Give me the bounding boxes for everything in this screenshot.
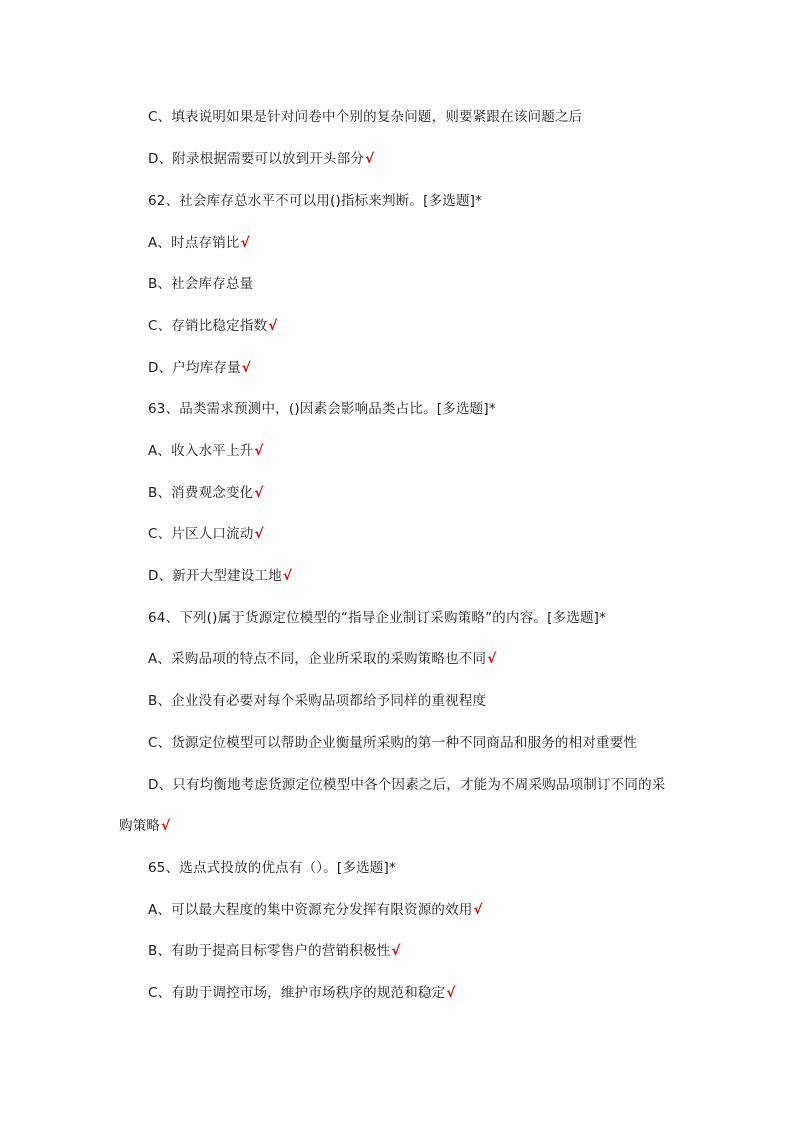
option-line (148, 108, 582, 126)
question-line (148, 192, 482, 210)
option-line (148, 567, 292, 585)
checkmark-icon: √ (391, 943, 401, 959)
option-text: D、新开大型建设工地 (148, 568, 282, 584)
option-text: B、有助于提高目标零售户的营销积极性 (148, 943, 391, 959)
option-line (148, 776, 666, 794)
option-text: A、时点存销比 (148, 235, 240, 251)
option-text: D、只有均衡地考虑货源定位模型中各个因素之后，才能为不周采购品项制订不同的采 (148, 777, 666, 793)
option-text: A、收入水平上升 (148, 443, 254, 459)
option-line (148, 275, 253, 293)
option-line (148, 150, 374, 168)
option-line (148, 442, 264, 460)
question-text: 63、品类需求预测中，()因素会影响品类占比。[多选题]* (148, 401, 496, 417)
option-line (148, 359, 251, 377)
option-line-continuation (119, 817, 170, 835)
option-text: B、社会库存总量 (148, 276, 254, 292)
checkmark-icon: √ (254, 485, 264, 501)
checkmark-icon: √ (254, 526, 264, 542)
checkmark-icon: √ (241, 360, 252, 376)
question-line (148, 859, 396, 877)
option-text: A、可以最大程度的集中资源充分发挥有限资源的效用 (148, 902, 473, 918)
checkmark-icon: √ (487, 651, 497, 667)
option-line (148, 317, 277, 335)
checkmark-icon: √ (365, 151, 375, 167)
option-line (148, 484, 264, 502)
checkmark-icon: √ (446, 985, 456, 1001)
option-line (148, 734, 637, 752)
option-line (148, 650, 496, 668)
option-text: C、存销比稳定指数 (148, 318, 268, 334)
option-line (148, 692, 486, 710)
option-text: 购策略 (119, 818, 161, 834)
checkmark-icon: √ (161, 818, 171, 834)
option-text: C、有助于调控市场，维护市场秩序的规范和稳定 (148, 985, 446, 1001)
option-line (148, 525, 264, 543)
option-line (148, 234, 250, 252)
option-text: D、户均库存量 (148, 360, 241, 376)
question-line (148, 400, 496, 418)
checkmark-icon: √ (268, 318, 278, 334)
checkmark-icon: √ (254, 443, 264, 459)
option-text: D、附录根据需要可以放到开头部分 (148, 151, 365, 167)
question-text: 62、社会库存总水平不可以用()指标来判断。[多选题]* (148, 193, 483, 209)
option-line (148, 901, 483, 919)
question-line (148, 609, 606, 627)
option-text: A、采购品项的特点不同，企业所采取的采购策略也不同 (148, 651, 487, 667)
checkmark-icon: √ (473, 902, 483, 918)
option-text: B、消费观念变化 (148, 485, 254, 501)
option-text: B、企业没有必要对每个采购品项都给予同样的重视程度 (148, 693, 487, 709)
option-text: C、货源定位模型可以帮助企业衡量所采购的第一种不同商品和服务的相对重要性 (148, 735, 638, 751)
option-text: C、填表说明如果是针对问卷中个别的复杂问题，则要紧跟在该问题之后 (148, 109, 583, 125)
question-text: 64、下列()属于货源定位模型的“指导企业制订采购策略”的内容。[多选题]* (148, 610, 607, 626)
option-text: C、片区人口流动 (148, 526, 254, 542)
checkmark-icon: √ (240, 235, 250, 251)
question-text: 65、选点式投放的优点有（）。[多选题]* (148, 860, 396, 876)
option-line (148, 942, 401, 960)
option-line (148, 984, 456, 1002)
checkmark-icon: √ (282, 568, 293, 584)
